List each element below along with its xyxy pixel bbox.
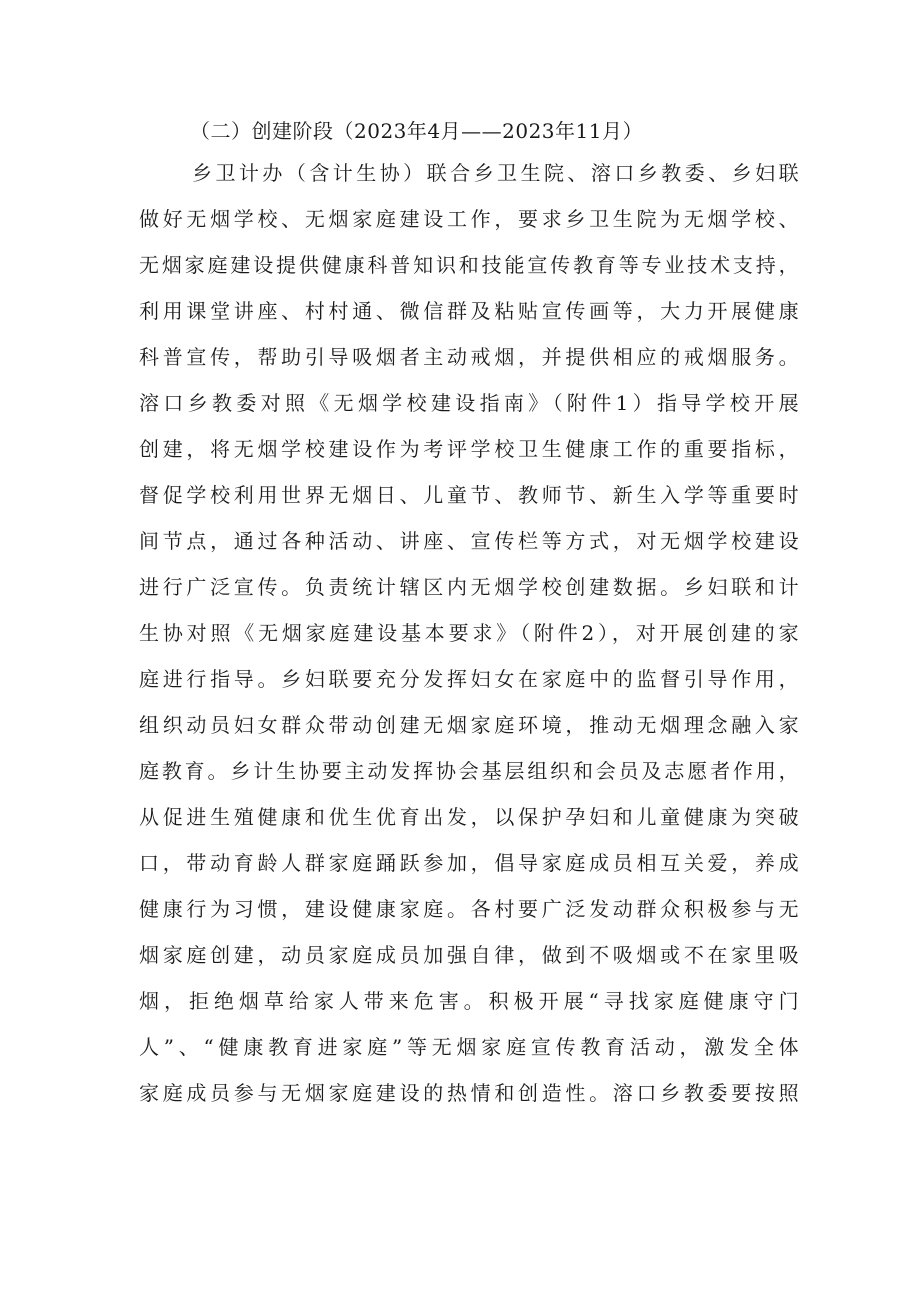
paragraph-line: 科普宣传，帮助引导吸烟者主动戒烟，并提供相应的戒烟服务。 [139,345,799,369]
paragraph-line: 组织动员妇女群众带动创建无烟家庭环境，推动无烟理念融入家 [139,713,799,737]
paragraph-line: 从促进生殖健康和优生优育出发，以保护孕妇和儿童健康为突破 [139,805,799,829]
paragraph-line: 家庭成员参与无烟家庭建设的热情和创造性。溶口乡教委要按照 [139,1081,799,1105]
section-heading: （二）创建阶段（2023年4月——2023年11月） [190,119,643,143]
paragraph-line: 庭教育。乡计生协要主动发挥协会基层组织和会员及志愿者作用， [139,759,799,783]
paragraph-line: 生协对照《无烟家庭建设基本要求》（附件2），对开展创建的家 [139,621,799,645]
paragraph-line: 做好无烟学校、无烟家庭建设工作，要求乡卫生院为无烟学校、 [139,207,799,231]
paragraph-line: 无烟家庭建设提供健康科普知识和技能宣传教育等专业技术支持， [139,253,799,277]
paragraph-line: 创建，将无烟学校建设作为考评学校卫生健康工作的重要指标， [139,437,799,461]
paragraph-line: 人”、“健康教育进家庭”等无烟家庭宣传教育活动，激发全体 [139,1035,799,1059]
paragraph-line: 督促学校利用世界无烟日、儿童节、教师节、新生入学等重要时 [139,483,799,507]
paragraph-line: 溶口乡教委对照《无烟学校建设指南》（附件1）指导学校开展 [139,391,799,415]
paragraph-line: 进行广泛宣传。负责统计辖区内无烟学校创建数据。乡妇联和计 [139,575,799,599]
paragraph-line: 健康行为习惯，建设健康家庭。各村要广泛发动群众积极参与无 [139,897,799,921]
paragraph-line: 乡卫计办（含计生协）联合乡卫生院、溶口乡教委、乡妇联 [192,161,799,185]
paragraph-line: 庭进行指导。乡妇联要充分发挥妇女在家庭中的监督引导作用， [139,667,799,691]
paragraph-line: 口，带动育龄人群家庭踊跃参加，倡导家庭成员相互关爱，养成 [139,851,799,875]
paragraph-line: 间节点，通过各种活动、讲座、宣传栏等方式，对无烟学校建设 [139,529,799,553]
paragraph-line: 利用课堂讲座、村村通、微信群及粘贴宣传画等，大力开展健康 [139,299,799,323]
body-paragraph [139,150,799,1116]
paragraph-line: 烟，拒绝烟草给家人带来危害。积极开展“寻找家庭健康守门 [139,989,799,1013]
paragraph-line: 烟家庭创建，动员家庭成员加强自律，做到不吸烟或不在家里吸 [139,943,799,967]
